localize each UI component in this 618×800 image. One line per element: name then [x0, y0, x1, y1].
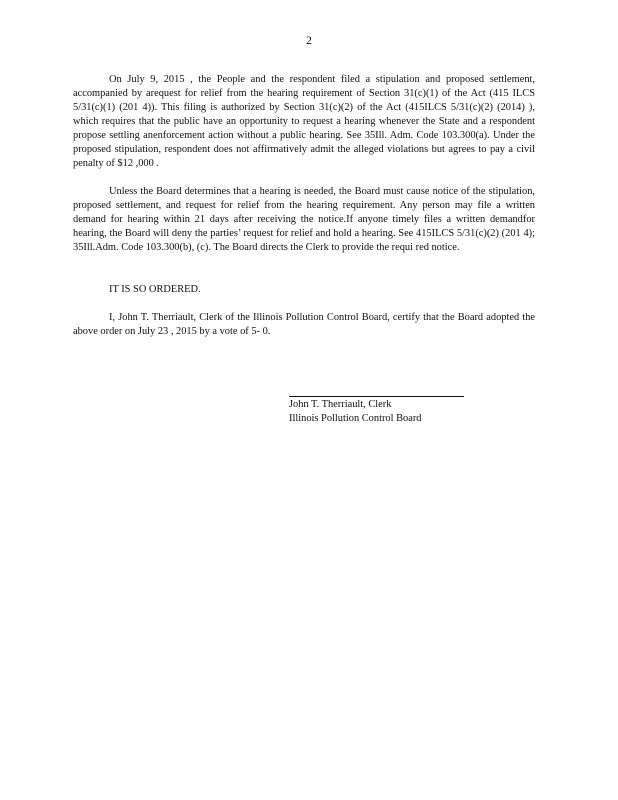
signature-line	[289, 396, 464, 397]
page-number: 2	[306, 35, 312, 47]
stipulation-paragraph: On July 9, 2015 , the People and the respondent filed a stipulation and proposed settlement, accompanied by arequest for relief from the hearing requirement of Section 31(c)(1) of the Act (415 ILCS 5/31(c)(1) (201 4)). This filing is authorized by Section 31(c)(2) of the Act (415ILCS 5/31(c)(2) (2014) ), which requires that the public have an opportunity to request a hearing whenever the State and a respondent propose settling anenforcement action without a public hearing. See 35Ill. Adm. Code 103.300(a). Under the proposed stipulation, respondent does not affirmatively admit the alleged violations but agrees to pay a civil penalty of $12 ,000 .	[73, 74, 535, 169]
signer-organization: Illinois Pollution Control Board	[289, 413, 422, 424]
signer-name-title: John T. Therriault, Clerk	[289, 399, 392, 410]
order-statement: IT IS SO ORDERED.	[109, 284, 201, 295]
notice-paragraph: Unless the Board determines that a hearing is needed, the Board must cause notice of the stipulation, proposed settlement, and request for relief from the hearing requirement. Any person may file a written demand for hearing within 21 days after receiving the notice.If anyone timely files a written demandfor hearing, the Board will deny the parties’ request for relief and hold a hearing. See 415ILCS 5/31(c)(2) (201 4); 35Ill.Adm. Code 103.300(b), (c). The Board directs the Clerk to provide the requi red notice.	[73, 186, 535, 253]
certification-paragraph: I, John T. Therriault, Clerk of the Illinois Pollution Control Board, certify that the Board adopted the above order on July 23 , 2015 by a vote of 5- 0.	[73, 312, 535, 337]
signature-block	[289, 398, 422, 426]
